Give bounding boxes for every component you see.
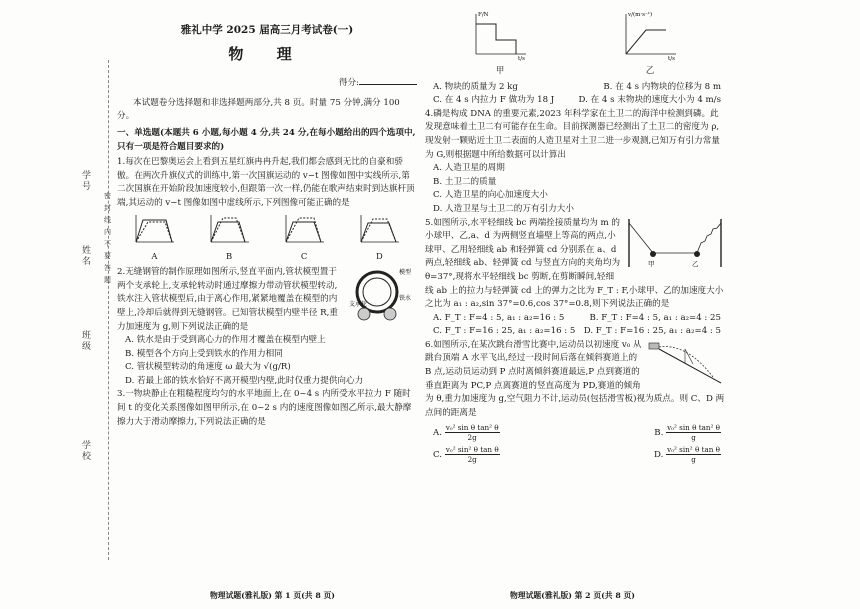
subject-title: 物 理 [228, 44, 306, 63]
cut-char: 不 [104, 240, 111, 248]
q3-graphs [425, 10, 725, 62]
q6-option-b-fraction [666, 423, 721, 442]
q5-option-d[interactable]: D. F_T : F=16 : 25, a₁ : a₂=4 : 5 [583, 326, 721, 337]
q5-option-a[interactable]: A. F_T : F=4 : 5, a₁ : a₂=16 : 5 [433, 312, 565, 323]
score-label: 得分: [338, 78, 359, 89]
q1-option-c[interactable]: C [300, 250, 308, 261]
question-6: 6.如图所示,在某次跳台滑雪比赛中,运动员以初速度 v₀ 从跳台顶端 A 水平飞出,经过一段时间后落在倾斜赛道上的 B 点,运动员运动到 P 点时离倾斜赛道最远,P 点到赛道的垂直距离为 PC,P 点离赛道的竖直高度为 PD,赛道的倾角为 θ,重力加速度为 g,空气阻力不计,运动员(包括滑雪板)视为质点。则 C、D 两点间的距离是 [425, 339, 725, 418]
q2-option-a[interactable]: A. 铁水是由于受到离心力的作用才覆盖在模型内壁上 [125, 335, 326, 346]
q5-options-row-1 [425, 312, 725, 326]
binding-margin [70, 60, 109, 560]
q3-force-graph [470, 10, 530, 60]
pipe-mold-diagram [347, 266, 417, 324]
q6-options-row-1 [425, 423, 725, 442]
cut-char: 要 [104, 252, 111, 260]
fraction-denominator: 2g [467, 433, 477, 443]
fraction-numerator: v₀² sin θ tan² θ [667, 423, 720, 433]
fig-label-roller: 支承轮 [349, 301, 368, 309]
question-4: 4.磷是构成 DNA 的重要元素,2023 年科学家在土卫二的海洋中检测到磷。此发现意味着土卫二有可能存在生命。目前探测器已经测出了土卫二的密度为 ρ,现发射一颗贴近土卫二表面的人造卫星对土卫二进一步观测,已知万有引力常量为 G,则根据题中所给数据可以计算出 [425, 108, 720, 160]
fig-label-molten-iron: 铁水 [399, 295, 412, 303]
cut-char: 答 [104, 264, 111, 272]
q6-option-d[interactable] [654, 445, 721, 464]
score-blank[interactable] [359, 75, 417, 85]
fraction-denominator: g [691, 455, 696, 465]
fraction-numerator: v₀² sin² θ tan θ [445, 445, 499, 455]
q3-option-a[interactable]: A. 物块的质量为 2 kg [433, 81, 518, 92]
q3-option-c[interactable]: C. 在 4 s 内拉力 F 做功为 18 J [433, 95, 555, 106]
q4-option-d[interactable]: D. 人造卫星与土卫二的万有引力大小 [433, 203, 574, 214]
page-1-column [117, 20, 417, 429]
spring-string-diagram [625, 217, 725, 273]
cut-char: 内 [104, 228, 111, 236]
q5-figure [625, 217, 725, 279]
q6-option-a[interactable] [433, 423, 500, 442]
binding-label-class: 班级 [80, 330, 90, 352]
q3-velocity-graph [620, 10, 680, 60]
fraction-numerator: v₀² sin² θ tan θ [667, 445, 720, 455]
fraction-denominator: g [691, 433, 696, 443]
q2-figure [347, 266, 417, 330]
question-1: 1.每次在巴黎奥运会上看到五星红旗冉冉升起,我们都会感到无比的自豪和骄傲。在两次升旗仪式的训练中,第一次国旗运动的 v−t 图像如图中实线所示,第二次国旗在开始阶段加速度较小,但跟第一次一样,仍能在歌声结束时到达旗杆顶端,其运动的 v−t 图像如图中虚线所示,下列图像可能正确的是 [117, 157, 415, 208]
cut-char: 题 [104, 276, 111, 284]
question-5: 5.如图所示,水平轻细线 bc 两端拴接质量均为 m 的小球甲、乙,a、d 为两侧竖直墙壁上等高的两点,小球甲、乙用轻细线 ab 和轻弹簧 cd 分别系在 a、d 两点,轻细线 ab、轻弹簧 cd 与竖直方向的夹角均为 θ=37°,现将水平轻细线 bc 剪断,在剪断瞬间,轻细线 ab 上的拉力与轻弹簧 cd 上的弹力之比为 F_T : F,小球甲、乙的加速度大小之比为 a₁ : a₂,sin 37°=0.6,cos 37°=0.8,则下列说法正确的是 [425, 217, 724, 310]
page-1-footer: 物理试题(雅礼版) 第 1 页(共 8 页) [210, 591, 335, 600]
q3-graph-label-b: 乙 [645, 65, 655, 75]
q5-options-row-2 [425, 325, 725, 339]
q3-options-row-1 [425, 81, 725, 95]
q3-option-b[interactable]: B. 在 4 s 内物块的位移为 8 m [603, 81, 721, 92]
q6-option-d-letter: D. [654, 450, 664, 461]
q2-option-b[interactable]: B. 模型各个方向上受到铁水的作用力相同 [125, 348, 283, 359]
cut-char: 封 [104, 204, 111, 212]
question-2: 2.无缝钢管的制作原理如图所示,竖直平面内,管状模型置于两个支承轮上,支承轮转动时通过摩擦力带动管状模型转动,铁水注入管状模型后,由于离心作用,紧紧地覆盖在模型的内壁上,冷却后就得到无缝钢管。已知管状模型内壁半径 R,重力加速度为 g,则下列说法正确的是 [117, 267, 338, 332]
q2-option-c[interactable]: C. 管状模型转动的角速度 ω 最大为 √(g/R) [125, 362, 291, 373]
q6-option-b[interactable] [654, 423, 721, 442]
axis-label-time: t/s [518, 56, 525, 62]
cut-char: 线 [104, 216, 111, 224]
fig-label-ball-a: 甲 [648, 259, 655, 268]
q6-option-a-letter: A. [433, 428, 442, 439]
q1-option-d[interactable]: D [375, 250, 383, 261]
question-3: 3.一物块静止在粗糙程度均匀的水平地面上,在 0~4 s 内所受水平拉力 F 随时间 t 的变化关系图像如图甲所示,在 0~2 s 内的速度图像如图乙所示,最大静摩擦力大于滑动摩擦力,下列说法正确的是 [117, 389, 412, 427]
q3-options-row-2 [425, 94, 725, 108]
fraction-denominator: 2g [467, 455, 477, 465]
axis-label-force: F/N [478, 12, 489, 18]
axis-label-time-2: t/s [668, 56, 675, 62]
page-2-column [425, 10, 725, 464]
q1-option-labels [117, 250, 417, 264]
q4-option-c[interactable]: C. 人造卫星的向心加速度大小 [433, 190, 548, 201]
q4-option-b[interactable]: B. 土卫二的质量 [433, 176, 497, 187]
score-field [117, 75, 417, 91]
q6-option-d-fraction [666, 445, 721, 464]
q1-option-b[interactable]: B [226, 250, 233, 261]
q6-option-b-letter: B. [654, 428, 664, 439]
exam-intro: 本试题卷分选择题和非选择题两部分,共 8 页。时量 75 分钟,满分 100 分。 [117, 97, 400, 122]
binding-label-school: 学校 [80, 440, 90, 462]
q5-option-c[interactable]: C. F_T : F=16 : 25, a₁ : a₂=16 : 5 [433, 326, 576, 337]
q6-option-c-fraction [445, 445, 500, 464]
fraction-numerator: v₀² sin θ tan² θ [445, 423, 499, 433]
binding-label-name: 姓名 [80, 245, 90, 267]
cut-char: 密 [104, 192, 111, 200]
ski-jump-diagram [647, 339, 725, 385]
q6-options-row-2 [425, 445, 725, 464]
q1-option-a[interactable]: A [151, 250, 158, 261]
q1-graph-b [209, 214, 251, 244]
q4-option-a[interactable]: A. 人造卫星的周期 [433, 163, 505, 174]
exam-title: 雅礼中学 2025 届高三月考试卷(一) [180, 24, 354, 36]
q6-option-a-fraction [445, 423, 500, 442]
binding-cut-warning [104, 190, 113, 286]
axis-label-velocity: v/(m·s⁻¹) [628, 12, 653, 18]
section-heading: 一、单选题(本题共 6 小题,每小题 4 分,共 24 分,在每小题给出的四个选项中,只有一项是符合题目要求的) [117, 127, 416, 152]
fig-label-mold: 模型 [399, 269, 412, 277]
binding-label-student-id: 学号 [80, 170, 90, 192]
q3-graph-label-a: 甲 [495, 65, 505, 75]
q5-option-b[interactable]: B. F_T : F=4 : 5, a₁ : a₂=4 : 25 [589, 312, 721, 323]
q3-option-d[interactable]: D. 在 4 s 末物块的速度大小为 4 m/s [578, 95, 721, 106]
q1-graph-d [359, 214, 401, 244]
q1-graph-a [134, 214, 176, 244]
q6-option-c-letter: C. [433, 450, 443, 461]
q1-graphs [117, 214, 417, 248]
q6-option-c[interactable] [433, 445, 500, 464]
q1-graph-c [284, 214, 326, 244]
page-2-footer: 物理试题(雅礼版) 第 2 页(共 8 页) [510, 591, 635, 600]
q2-option-d[interactable]: D. 若最上部的铁水恰好不离开模型内壁,此时仅重力提供向心力 [125, 375, 364, 386]
q3-graph-labels [425, 64, 725, 78]
q6-figure [647, 339, 725, 391]
fig-label-ball-b: 乙 [692, 259, 699, 268]
